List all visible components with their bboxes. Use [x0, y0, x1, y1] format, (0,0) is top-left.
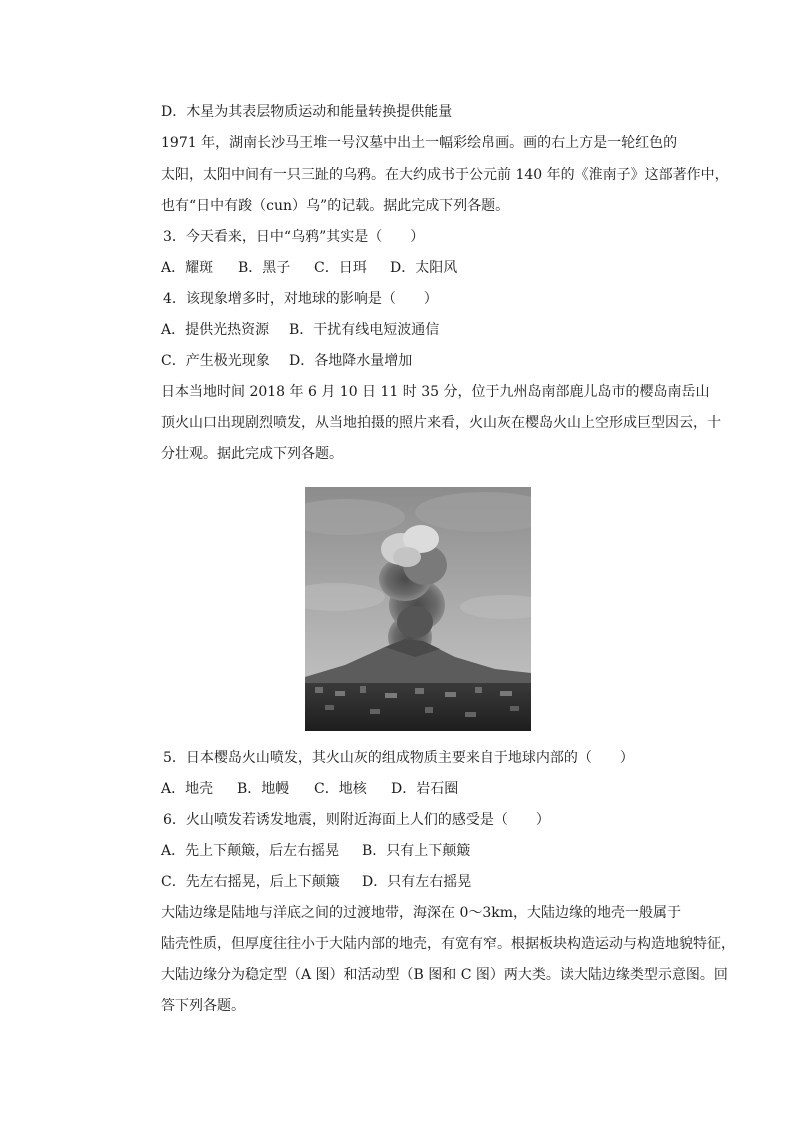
q2-option-d: D．木星为其表层物质运动和能量转换提供能量	[161, 104, 453, 120]
volcano-photo-graphic	[305, 487, 531, 731]
q4-stem: 4．该现象增多时，对地球的影响是（ ）	[163, 291, 438, 307]
passage1-line2: 太阳，太阳中间有一只三趾的乌鸦。在大约成书于公元前 140 年的《淮南子》这部著作中，	[161, 167, 729, 183]
passage3-line4: 答下列各题。	[161, 998, 245, 1014]
q4-options-row1	[161, 320, 439, 340]
passage3-line3: 大陆边缘分为稳定型（A 图）和活动型（B 图和 C 图）两大类。读大陆边缘类型示意图。回	[161, 967, 728, 983]
q6-option-c: C．先左右摇晃，后上下颠簸	[161, 874, 340, 890]
q5-option-a: A．地壳	[161, 781, 214, 797]
q6-stem: 6．火山喷发若诱发地震，则附近海面上人们的感受是（ ）	[163, 812, 550, 828]
q3-option-d: D．太阳风	[390, 260, 458, 276]
passage3-line2: 陆壳性质，但厚度往往小于大陆内部的地壳，有宽有窄。根据板块构造运动与构造地貌特征，	[161, 936, 735, 952]
q3-option-c: C．日珥	[314, 260, 367, 276]
q6-option-d: D．只有左右摇晃	[362, 874, 472, 890]
q5-stem: 5．日本樱岛火山喷发，其火山灰的组成物质主要来自于地球内部的（ ）	[163, 750, 634, 766]
q5-options	[161, 779, 458, 799]
q4-options-row2	[161, 351, 412, 371]
passage2-line3: 分壮观。据此完成下列各题。	[161, 446, 343, 462]
q6-options-row2	[161, 872, 471, 892]
q5-option-c: C．地核	[314, 781, 367, 797]
q5-option-b: B．地幔	[237, 781, 290, 797]
passage2-line1: 日本当地时间 2018 年 6 月 10 日 11 时 35 分，位于九州岛南部鹿儿岛市的樱岛南岳山	[161, 384, 710, 400]
passage1-line3: 也有“日中有踆（cun）乌”的记载。据此完成下列各题。	[161, 198, 510, 214]
q3-option-a: A．耀斑	[161, 260, 214, 276]
q6-option-a: A．先上下颠簸，后左右摇晃	[161, 843, 340, 859]
q4-option-c: C．产生极光现象	[161, 353, 270, 369]
q3-option-b: B．黑子	[238, 260, 291, 276]
q3-stem: 3．今天看来，日中“乌鸦”其实是（ ）	[163, 229, 425, 245]
passage1-line1: 1971 年，湖南长沙马王堆一号汉墓中出土一幅彩绘帛画。画的右上方是一轮红色的	[161, 135, 678, 151]
q6-option-b: B．只有上下颠簸	[362, 843, 471, 859]
q4-option-a: A．提供光热资源	[161, 322, 270, 338]
passage2-line2: 顶火山口出现剧烈喷发，从当地拍摄的照片来看，火山灰在樱岛火山上空形成巨型因云，十	[161, 415, 721, 431]
volcano-eruption-photo	[305, 487, 531, 731]
q5-option-d: D．岩石圈	[391, 781, 459, 797]
passage3-line1: 大陆边缘是陆地与洋底之间的过渡地带，海深在 0～3km，大陆边缘的地壳一般属于	[161, 905, 682, 921]
q6-options-row1	[161, 841, 470, 861]
q3-options	[161, 258, 457, 278]
q4-option-d: D．各地降水量增加	[289, 353, 413, 369]
q4-option-b: B．干扰有线电短波通信	[289, 322, 440, 338]
